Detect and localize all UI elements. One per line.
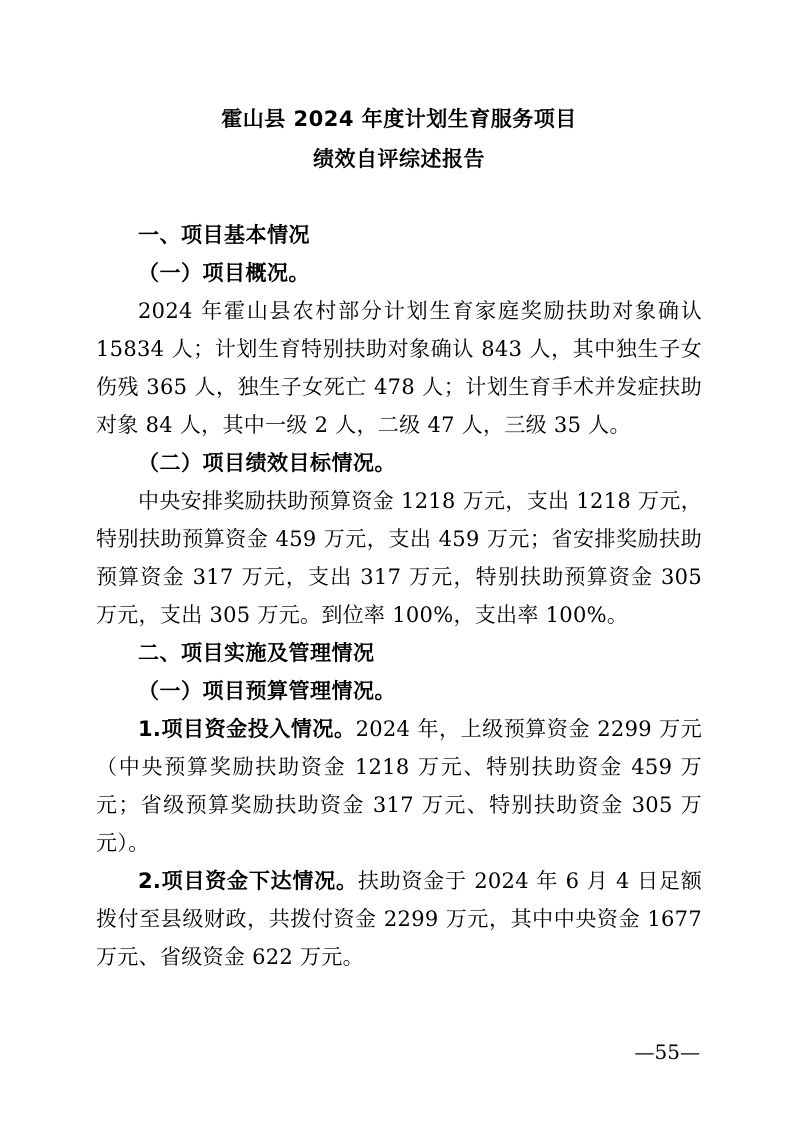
- document-body: [96, 216, 702, 976]
- page-number: —55—: [634, 1040, 700, 1064]
- paragraph-performance-targets: 中央安排奖励扶助预算资金 1218 万元，支出 1218 万元，特别扶助预算资金 459 万元，支出 459 万元；省安排奖励扶助预算资金 317 万元，支出 317 万元，特别扶助预算资金 305 万元，支出 305 万元。到位率 100%，支出率 100%。: [96, 489, 702, 627]
- document-title-line-1: 霍山县 2024 年度计划生育服务项目: [221, 107, 577, 131]
- paragraph-fund-allocation-lead: 2.项目资金下达情况。: [138, 869, 358, 893]
- subsection-heading-1-2: （二）项目绩效目标情况。: [138, 451, 396, 475]
- page-content: [96, 99, 702, 976]
- section-heading-1: 一、项目基本情况: [138, 223, 310, 247]
- document-title-line-2: 绩效自评综述报告: [313, 147, 485, 171]
- document-title: [96, 99, 702, 179]
- subsection-heading-2-1: （一）项目预算管理情况。: [138, 679, 396, 703]
- paragraph-project-overview: 2024 年霍山县农村部分计划生育家庭奖励扶助对象确认 15834 人；计划生育特别扶助对象确认 843 人，其中独生子女伤残 365 人，独生子女死亡 478 人；计划生育手术并发症扶助对象 84 人，其中一级 2 人，二级 47 人，三级 35 人。: [96, 299, 702, 437]
- paragraph-fund-investment-lead: 1.项目资金投入情况。: [138, 717, 356, 741]
- paragraph-fund-investment: [96, 710, 702, 862]
- paragraph-fund-allocation: [96, 862, 702, 976]
- paragraph-fund-allocation-text: 扶助资金于 2024 年 6 月 4 日足额拨付至县级财政，共拨付资金 2299 万元，其中中央资金 1677 万元、省级资金 622 万元。: [96, 869, 702, 969]
- paragraph-fund-investment-text: 2024 年，上级预算资金 2299 万元（中央预算奖励扶助资金 1218 万元、特别扶助资金 459 万元；省级预算奖励扶助资金 317 万元、特别扶助资金 305 万元）。: [96, 717, 703, 855]
- subsection-heading-1-1: （一）项目概况。: [138, 261, 310, 285]
- section-heading-2: 二、项目实施及管理情况: [138, 641, 375, 665]
